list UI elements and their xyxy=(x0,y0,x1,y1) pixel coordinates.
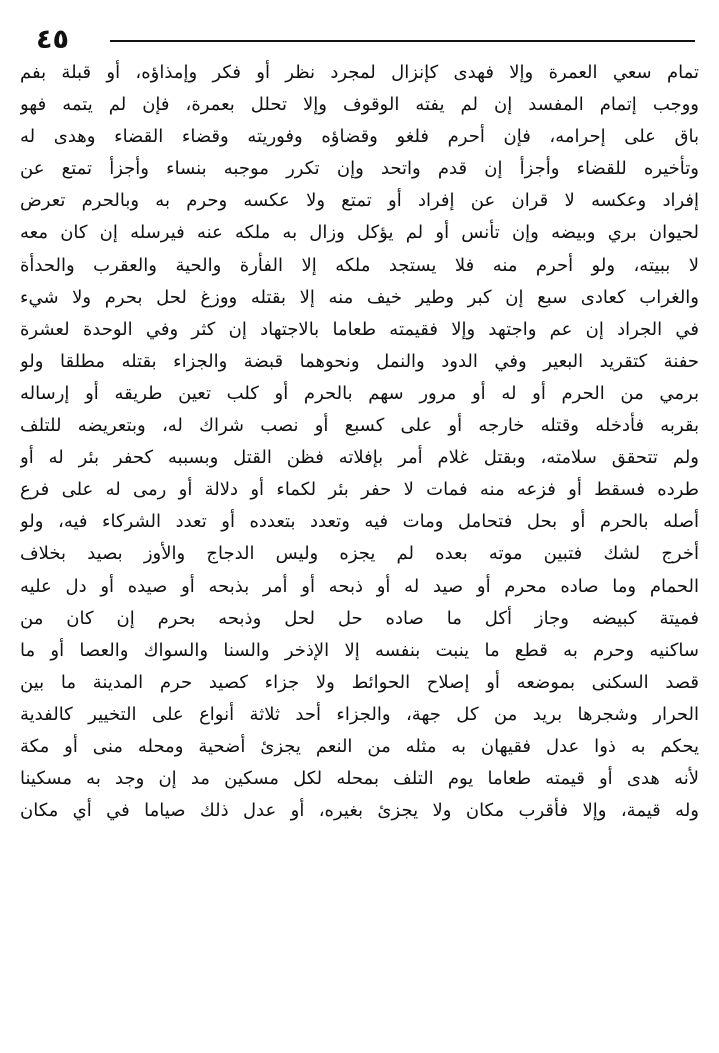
text-line-24: وله قيمة، وإلا فأقرب مكان ولا يجزئ بغيره، أو عدل ذلك صياما في أي مكان xyxy=(20,800,699,822)
text-line-8: والغراب كعادى سبع إن كبر وطير خيف منه إلا بقتله ووزغ لحل بحرم ولا شيء xyxy=(20,286,699,308)
text-line-7: لا ببيته، ولو أحرم منه فلا يستجد ملكه إلا الفأرة والحية والعقرب والحدأة xyxy=(20,254,699,276)
text-line-6: لحيوان بري وبيضه وإن تأنس أو لم يؤكل وزال به ملكه عنه فيرسله إن كان معه xyxy=(20,222,699,244)
text-line-18: فميتة كبيضه وجاز أكل ما صاده حل لحل وذبحه بحرم إن كان من xyxy=(20,607,699,629)
header-rule xyxy=(110,40,695,42)
text-line-3: باق على إحرامه، فإن أحرم فلغو وقضاؤه وفوريته وقضاء القضاء وهدى له xyxy=(20,126,699,148)
text-line-15: أصله بالحرم أو بحل فتحامل ومات فيه وتعدد بتعدده أو تعدد الشركاء فيه، ولو xyxy=(20,511,699,533)
text-line-21: الحرار وشجرها بريد من كل جهة، والجزاء أحد ثلاثة أنواع على التخيير كالفدية xyxy=(20,703,699,725)
text-line-9: في الجراد إن عم واجتهد وإلا فقيمته طعاما بالاجتهاد إن كثر وفي الوحدة لعشرة xyxy=(20,318,699,340)
page-header xyxy=(36,22,695,62)
text-line-13: ولم تتحقق سلامته، وبقتل غلام أمر بإفلاته فظن القتل وبسببه كحفر بئر له أو xyxy=(20,447,699,469)
text-line-11: برمي من الحرم أو له أو مرور سهم بالحرم أو كلب تعين طريقه أو إرساله xyxy=(20,382,699,404)
text-line-19: ساكنيه وحرم به قطع ما ينبت بنفسه إلا الإذخر والسنا والسواك والعصا أو ما xyxy=(20,639,699,661)
page-body-text xyxy=(20,57,699,827)
text-line-2: ووجب إتمام المفسد إن لم يفته الوقوف وإلا تحلل بعمرة، فإن لم يتمه فهو xyxy=(20,94,699,116)
text-line-17: الحمام وما صاده محرم أو صيد له أو ذبحه أو أمر بذبحه أو صيده أو دل عليه xyxy=(20,575,699,597)
text-line-14: طرده فسقط أو فزعه منه فمات لا حفر بئر لكماء أو دلالة أو رمى له على فرع xyxy=(20,479,699,501)
text-line-5: إفراد وعكسه لا قران عن إفراد أو تمتع ولا عكسه وحرم به وبالحرم تعرض xyxy=(20,190,699,212)
text-line-23: لأنه هدى أو قيمته طعاما يوم التلف بمحله لكل مسكين مد إن وجد به مسكينا xyxy=(20,768,699,790)
text-line-12: بقربه فأدخله وقتله خارجه أو على كسبع أو نصب شراك له، وبتعريضه للتلف xyxy=(20,415,699,437)
text-line-1: تمام سعي العمرة وإلا فهدى كإنزال لمجرد نظر أو فكر وإمذاؤه، أو قبلة بفم xyxy=(20,62,699,83)
page-number: ٤٥ xyxy=(36,24,69,55)
text-line-16: أخرج لشك فتبين موته بعده لم يجزه وليس الدجاج والأوز بصيد بخلاف xyxy=(20,543,699,565)
text-line-20: قصد السكنى بموضعه أو إصلاح الحوائط ولا جزاء كصيد حرم المدينة ما بين xyxy=(20,671,699,693)
text-line-22: يحكم به ذوا عدل فقيهان به مثله من النعم يجزئ أضحية ومحله منى أو مكة xyxy=(20,735,699,757)
text-line-4: وتأخيره للقضاء وأجزأ إن قدم واتحد وإن تكرر موجبه بنساء وأجزأ تمتع عن xyxy=(20,158,699,180)
text-line-10: حفنة كتقريد البعير وفي الدود والنمل ونحوهما قبضة والجزاء بقتله مطلقا ولو xyxy=(20,350,699,372)
